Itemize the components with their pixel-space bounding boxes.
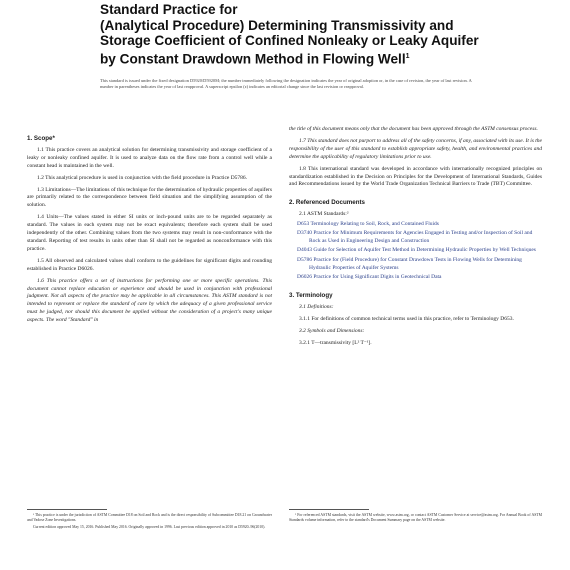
right-footnotes [289, 507, 542, 525]
designation-note: This standard is issued under the fixed designation D5920/D5920M; the number immediately following the designation indicates the year of original adoption or, in the case of revision, the year of last revision. A number in parentheses indicates the year of last reapproval. A superscript epsilon (ε) indicates an editorial change since the last revision or reapproval. [100, 78, 472, 90]
ref-item-d6026[interactable]: D6026 Practice for Using Significant Digits in Geotechnical Data [297, 274, 442, 281]
paragraph-1-6-continued: the title of this document means only that the document has been approved through the ASTM consensus process. [289, 126, 538, 132]
paragraph-3-1: 3.1 Definitions: [299, 303, 334, 310]
footnote-edition: Current edition approved May 15, 2016. Published May 2016. Originally approved in 1996. Last previous edition approved in 2010 as D5920–96(2010). [33, 524, 266, 529]
left-column [27, 135, 272, 529]
footnote-1: ¹ This practice is under the jurisdiction of ASTM Committee D18 on Soil and Rock and is the direct responsibility of Subcommittee D18.21 on Groundwater and Vadose Zone Investigations. [27, 513, 272, 522]
title-line-3: Storage Coefficient of Confined Nonleaky or Leaky Aquifer [100, 33, 479, 48]
section-heading-referenced-documents: 2. Referenced Documents [289, 199, 365, 207]
left-footnotes [27, 507, 272, 531]
referenced-documents-list [289, 211, 542, 282]
title-line-1: Standard Practice for [100, 2, 238, 17]
footnote-divider-right [289, 509, 369, 510]
title-line-4: by Constant Drawdown Method in Flowing Well$^1$ [100, 51, 410, 67]
title-line-2: (Analytical Procedure) Determining Transmissivity and [100, 17, 454, 33]
paragraph-1-3: 1.3 Limitations—The limitations of this technique for the determination of hydraulic properties of aquifers are primarily related to the correspondence between field situation and the simplifying assumption of the solution. [27, 186, 272, 209]
paragraph-1-8: 1.8 This international standard was developed in accordance with internationally recognized principles on standardization established in the Decision on Principles for the Development of International Standards, Guides and Recommendations issued by the World Trade Organization Technical Barriers to Trade (TBT) Committee. [289, 165, 542, 188]
footnote-divider [27, 509, 107, 510]
section-heading-terminology: 3. Terminology [289, 292, 333, 299]
paragraph-3-2-1: 3.2.1 T—transmissivity [L² T⁻¹]. [299, 339, 372, 346]
section-heading-scope: 1. Scope* [27, 135, 55, 142]
ref-item-d653[interactable]: D653 Terminology Relating to Soil, Rock, and Contained Fluids [297, 220, 439, 227]
paragraph-1-6: 1.6 This practice offers a set of instructions for performing one or more specific operations. This document cannot replace education or experience and should be used in conjunction with professional judgment. Not all aspects of the practice may be applicable in all circumstances. This ASTM standard is not intended to represent or replace the standard of care by which the adequacy of a given professional service must be judged, nor should this document be applied without the consideration of a project's many unique aspects. The word "Standard" in [27, 277, 272, 324]
document-title [100, 2, 480, 67]
paragraph-3-2: 3.2 Symbols and Dimensions: [299, 327, 365, 334]
paragraph-1-1: 1.1 This practice covers an analytical solution for determining transmissivity and storage coefficient of a leaky or nonleaky confined aquifer. It is used to analyze data on the flow rate from a control well while a constant head is maintained in the well. [27, 146, 272, 169]
ref-item-astm-standards: 2.1 ASTM Standards:² [299, 211, 349, 218]
footnote-2: ² For referenced ASTM standards, visit the ASTM website, www.astm.org, or contact ASTM Customer Service at service@astm.org. For Annual Book of ASTM Standards volume information, refer to the standard's Document Summary page on the ASTM website. [289, 513, 542, 522]
paragraph-1-7: 1.7 This standard does not purport to address all of the safety concerns, if any, associated with its use. It is the responsibility of the user of this standard to establish appropriate safety, health, and environmental practices and determine the applicability of regulatory limitations prior to use. [289, 137, 542, 160]
title-footnote-marker: 1 [405, 52, 410, 60]
paragraph-1-5: 1.5 All observed and calculated values shall conform to the guidelines for significant digits and rounding established in Practice D6026. [27, 257, 272, 272]
ref-item-d3740[interactable]: D3740 Practice for Minimum Requirements for Agencies Engaged in Testing and/or Inspection of Soil and Rock as Used in Engineering Design and Construction [297, 230, 533, 244]
paragraph-1-2: 1.2 This analytical procedure is used in conjunction with the field procedure in Practice D5786. [37, 174, 248, 181]
ref-item-d5786[interactable]: D5786 Practice for (Field Procedure) for Constant Drawdown Tests in Flowing Wells for Determining Hydraulic Properties of Aquifer Systems [297, 256, 522, 271]
paragraph-1-4: 1.4 Units—The values stated in either SI units or inch-pound units are to be regarded separately as standard. The values in each system may not be exact equivalents; therefore each system shall be used independently of the other. Combining values from the two systems may result in non-conformance with the standard. Reporting of test results in units other than SI shall not be regarded as nonconformance with this practice. [27, 214, 272, 252]
right-column [289, 126, 542, 522]
paragraph-3-1-1: 3.1.1 For definitions of common technical terms used in this practice, refer to Terminology D653. [299, 315, 514, 322]
ref-item-d4043[interactable]: D4043 Guide for Selection of Aquifer Test Method in Determining Hydraulic Properties by Well Techniques [297, 247, 536, 254]
